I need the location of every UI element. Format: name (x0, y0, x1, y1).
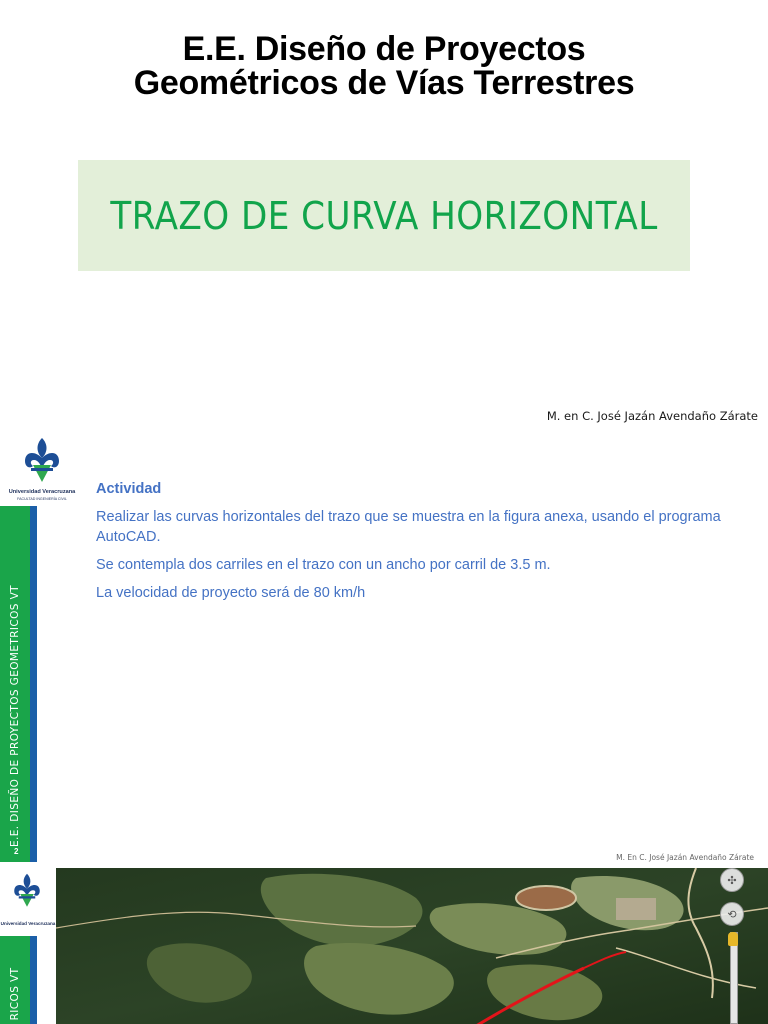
map-rotate-control[interactable]: ⟲ (720, 902, 744, 926)
activity-paragraph-2: Se contempla dos carriles en el trazo con un ancho por carril de 3.5 m. (96, 557, 551, 573)
map-pan-control[interactable]: ✣ (720, 868, 744, 892)
title-slide (0, 0, 768, 430)
activity-paragraph-1: Realizar las curvas horizontales del trazo que se muestra en la figura anexa, usando el programa AutoCAD. (96, 509, 721, 545)
side-bar-blue (30, 936, 37, 1024)
course-title (0, 32, 768, 100)
activity-paragraph-3: La velocidad de proyecto será de 80 km/h (96, 585, 366, 601)
subtitle-box (78, 160, 690, 271)
course-title-line2: Geométricos de Vías Terrestres (133, 64, 635, 102)
fleur-de-lis-icon (12, 870, 42, 912)
logo-university-name: Universidad Veracruzana (0, 921, 56, 926)
university-logo (0, 432, 86, 506)
activity-slide (0, 432, 768, 864)
activity-heading: Actividad (96, 481, 162, 497)
logo-faculty-name: FACULTAD INGENIERÍA CIVIL (17, 497, 67, 501)
slide-footer-author: M. En C. José Jazán Avendaño Zárate (616, 853, 754, 862)
subtitle-text: TRAZO DE CURVA HORIZONTAL (110, 193, 658, 238)
pegman-icon[interactable] (728, 932, 738, 946)
side-bar-label: E.E. DISEÑO DE PROYECTOS GEOMETRICOS VT (9, 585, 21, 847)
map-slide (0, 866, 768, 1024)
side-bar-label: RICOS VT (9, 967, 21, 1021)
author-name: M. en C. José Jazán Avendaño Zárate (546, 409, 758, 423)
side-bar-blue (30, 506, 37, 862)
logo-university-name: Universidad Veracruzana (8, 489, 76, 495)
fleur-de-lis-icon (22, 436, 62, 486)
university-logo-small (0, 866, 56, 936)
course-title-line1: E.E. Diseño de Proyectos (182, 30, 586, 68)
satellite-map-image (56, 868, 768, 1024)
page-number: 2 (14, 847, 19, 856)
